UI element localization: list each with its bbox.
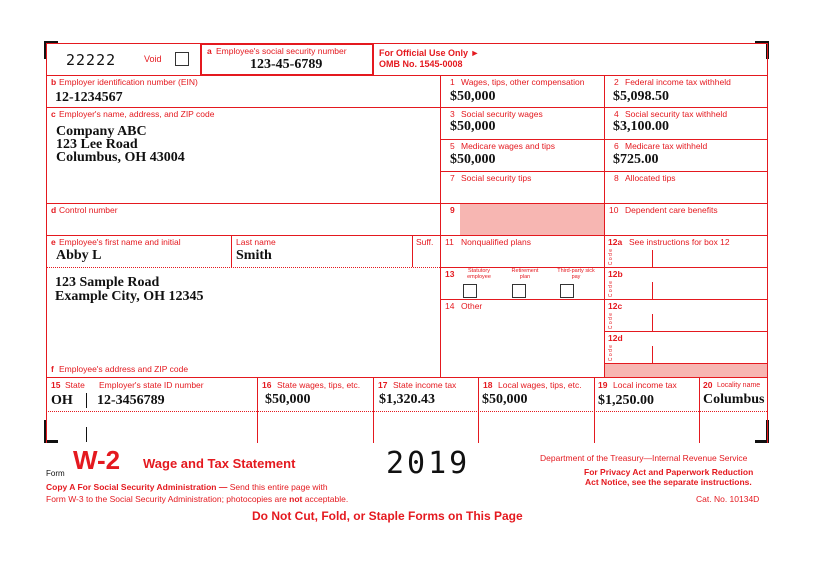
privacy-notice-2: Act Notice, see the separate instructions. bbox=[585, 477, 752, 487]
line-12c-12d bbox=[604, 331, 767, 332]
box-1-num: 1 bbox=[450, 77, 455, 87]
box-6-num: 6 bbox=[614, 141, 619, 151]
line-3-5 bbox=[440, 139, 767, 140]
line-f-15 bbox=[46, 377, 767, 378]
box-11-num: 11 bbox=[445, 237, 454, 247]
ssn-label: Employee's social security number bbox=[216, 46, 347, 56]
box-14-num: 14 bbox=[445, 301, 455, 311]
copy-a-bold: Copy A For Social Security Administration — bbox=[46, 482, 228, 492]
omb-number: OMB No. 1545-0008 bbox=[379, 59, 463, 69]
suff-label: Suff. bbox=[416, 237, 434, 247]
state-col-19 bbox=[594, 377, 595, 443]
copy-a-rest: Send this entire page with bbox=[227, 482, 328, 492]
box-17-value[interactable]: $1,320.43 bbox=[379, 392, 435, 407]
employee-last-name[interactable]: Smith bbox=[236, 248, 272, 263]
state-col-16 bbox=[257, 377, 258, 443]
box-b-letter: b bbox=[51, 77, 57, 87]
box-20-label: Locality name bbox=[717, 382, 761, 389]
box-16-value[interactable]: $50,000 bbox=[265, 392, 311, 407]
box-2-num: 2 bbox=[614, 77, 619, 87]
third-party-sick-pay-label: Third-party sick pay bbox=[557, 268, 595, 280]
box-3-num: 3 bbox=[450, 109, 455, 119]
box-8-num: 8 bbox=[614, 173, 619, 183]
box-1-value[interactable]: $50,000 bbox=[450, 89, 496, 104]
suff-divider bbox=[412, 235, 413, 267]
box-9-num: 9 bbox=[450, 205, 455, 215]
do-not-cut-notice: Do Not Cut, Fold, or Staple Forms on This Page bbox=[252, 509, 523, 523]
state-col-20 bbox=[699, 377, 700, 443]
box-18-label: Local wages, tips, etc. bbox=[498, 380, 582, 390]
box-5-num: 5 bbox=[450, 141, 455, 151]
box-18-value[interactable]: $50,000 bbox=[482, 392, 528, 407]
line-e-dotted bbox=[46, 267, 440, 268]
box-7-label: Social security tips bbox=[461, 173, 532, 183]
box-d-letter: d bbox=[51, 205, 57, 215]
box-12a-code-label: C o d e bbox=[608, 249, 614, 266]
dept-treasury: Department of the Treasury—Internal Revenue Service bbox=[540, 453, 748, 463]
control-code: 22222 bbox=[66, 51, 117, 69]
box-13-num: 13 bbox=[445, 269, 455, 279]
box-3-label: Social security wages bbox=[461, 109, 543, 119]
box-14-label: Other bbox=[461, 301, 483, 311]
line-9-11 bbox=[440, 235, 767, 236]
statutory-employee-label: Statutory employee bbox=[467, 268, 491, 280]
retirement-plan-checkbox[interactable] bbox=[512, 284, 526, 298]
void-label: Void bbox=[144, 54, 162, 64]
box-5-label: Medicare wages and tips bbox=[461, 141, 556, 151]
state-id-value[interactable]: 12-3456789 bbox=[97, 393, 165, 408]
w3-not: not bbox=[289, 494, 303, 504]
ssn-letter: a bbox=[207, 46, 212, 56]
line-c-d bbox=[46, 203, 440, 204]
line-12a-12b bbox=[604, 267, 767, 268]
box-12c-num: 12c bbox=[608, 301, 623, 311]
box-10-label: Dependent care benefits bbox=[625, 205, 718, 215]
box-c-label: Employer's name, address, and ZIP code bbox=[59, 109, 215, 119]
form-word: Form bbox=[46, 469, 65, 478]
box-12a-num: 12a bbox=[608, 237, 623, 247]
form-left-border bbox=[46, 43, 47, 443]
line-d-e bbox=[46, 235, 440, 236]
box-4-num: 4 bbox=[614, 109, 619, 119]
state-col-18 bbox=[478, 377, 479, 443]
box-12c-code-label: C o d e bbox=[608, 313, 614, 330]
box-11-label: Nonqualified plans bbox=[461, 237, 531, 247]
b12d-code-divider bbox=[652, 346, 653, 363]
box-5-value[interactable]: $50,000 bbox=[450, 152, 496, 167]
box-2-label: Federal income tax withheld bbox=[625, 77, 731, 87]
last-name-divider bbox=[231, 235, 232, 267]
form-title: Wage and Tax Statement bbox=[143, 456, 296, 471]
catalog-number: Cat. No. 10134D bbox=[696, 494, 760, 504]
privacy-notice-1: For Privacy Act and Paperwork Reduction bbox=[584, 467, 754, 477]
state-id-divider-1 bbox=[86, 393, 87, 408]
tax-year: 2019 bbox=[386, 446, 471, 481]
box-12b-code-label: C o d e bbox=[608, 281, 614, 298]
box-1-label: Wages, tips, other compensation bbox=[461, 77, 585, 87]
line-1-3 bbox=[440, 107, 767, 108]
employer-name[interactable]: Company ABC bbox=[56, 124, 147, 139]
last-name-label: Last name bbox=[236, 237, 276, 247]
third-party-sick-pay-checkbox[interactable] bbox=[560, 284, 574, 298]
employee-street[interactable]: 123 Sample Road bbox=[55, 275, 160, 290]
b12b-code-divider bbox=[652, 282, 653, 299]
retirement-plan-label: Retirement plan bbox=[511, 268, 539, 280]
box-12d-shade bbox=[605, 364, 767, 377]
box-19-value[interactable]: $1,250.00 bbox=[598, 393, 654, 408]
line-5-7 bbox=[440, 171, 767, 172]
box-15-num: 15 bbox=[51, 380, 61, 390]
col-divider-left bbox=[440, 75, 441, 377]
line-12b-12c bbox=[604, 299, 767, 300]
box-16-num: 16 bbox=[262, 380, 272, 390]
employee-first-name[interactable]: Abby L bbox=[56, 248, 102, 263]
box-18-num: 18 bbox=[483, 380, 493, 390]
box-12b-num: 12b bbox=[608, 269, 623, 279]
state-id-divider-2 bbox=[86, 427, 87, 442]
ein-value[interactable]: 12-1234567 bbox=[55, 90, 123, 105]
form-right-border bbox=[767, 43, 768, 443]
copy-a-line bbox=[46, 483, 328, 492]
employer-street[interactable]: 123 Lee Road bbox=[56, 137, 138, 152]
box-9-shade bbox=[460, 204, 604, 235]
box-15-label: State bbox=[65, 380, 85, 390]
box-e-letter: e bbox=[51, 237, 56, 247]
form-name: W-2 bbox=[73, 445, 121, 475]
box-20-num: 20 bbox=[703, 380, 713, 390]
box-e-label: Employee's first name and initial bbox=[59, 237, 181, 247]
top-row-bottom-border bbox=[46, 75, 767, 76]
box-b-label: Employer identification number (EIN) bbox=[59, 77, 198, 87]
state-row-dotted-1 bbox=[46, 411, 767, 412]
box-6-value[interactable]: $725.00 bbox=[613, 152, 659, 167]
state-value[interactable]: OH bbox=[51, 393, 73, 408]
box-8-label: Allocated tips bbox=[625, 173, 676, 183]
box-d-label: Control number bbox=[59, 205, 118, 215]
box-12a-label: See instructions for box 12 bbox=[629, 237, 730, 247]
box-19-label: Local income tax bbox=[613, 380, 677, 390]
box-2-value[interactable]: $5,098.50 bbox=[613, 89, 669, 104]
w3-line bbox=[46, 495, 348, 504]
employer-state-id-label: Employer's state ID number bbox=[99, 380, 204, 390]
ssn-value[interactable]: 123-45-6789 bbox=[250, 57, 323, 72]
b12a-code-divider bbox=[652, 250, 653, 267]
box-20-value[interactable]: Columbus bbox=[703, 392, 765, 407]
box-12d-num: 12d bbox=[608, 333, 623, 343]
line-b-c bbox=[46, 107, 440, 108]
box-17-num: 17 bbox=[378, 380, 388, 390]
line-13-14 bbox=[440, 299, 604, 300]
w3-line-post: acceptable. bbox=[302, 494, 349, 504]
box-16-label: State wages, tips, etc. bbox=[277, 380, 361, 390]
void-checkbox[interactable] bbox=[175, 52, 189, 66]
box-7-num: 7 bbox=[450, 173, 455, 183]
box-f-letter: f bbox=[51, 364, 54, 374]
employee-city[interactable]: Example City, OH 12345 bbox=[55, 289, 204, 304]
statutory-employee-checkbox[interactable] bbox=[463, 284, 477, 298]
top-border bbox=[46, 43, 767, 44]
box-f-label: Employee's address and ZIP code bbox=[59, 364, 189, 374]
box-12d-code-label: C o d e bbox=[608, 345, 614, 362]
employer-city[interactable]: Columbus, OH 43004 bbox=[56, 150, 185, 165]
box-17-label: State income tax bbox=[393, 380, 457, 390]
box-10-num: 10 bbox=[609, 205, 619, 215]
box-3-value[interactable]: $50,000 bbox=[450, 119, 496, 134]
w3-line-pre: Form W-3 to the Social Security Administration; photocopies are bbox=[46, 494, 290, 504]
box-6-label: Medicare tax withheld bbox=[625, 141, 708, 151]
box-19-num: 19 bbox=[598, 380, 608, 390]
state-col-17 bbox=[373, 377, 374, 443]
b12c-code-divider bbox=[652, 314, 653, 331]
official-use-label: For Official Use Only ► bbox=[379, 48, 480, 58]
box-4-value[interactable]: $3,100.00 bbox=[613, 119, 669, 134]
box-c-letter: c bbox=[51, 109, 56, 119]
box-4-label: Social security tax withheld bbox=[625, 109, 728, 119]
